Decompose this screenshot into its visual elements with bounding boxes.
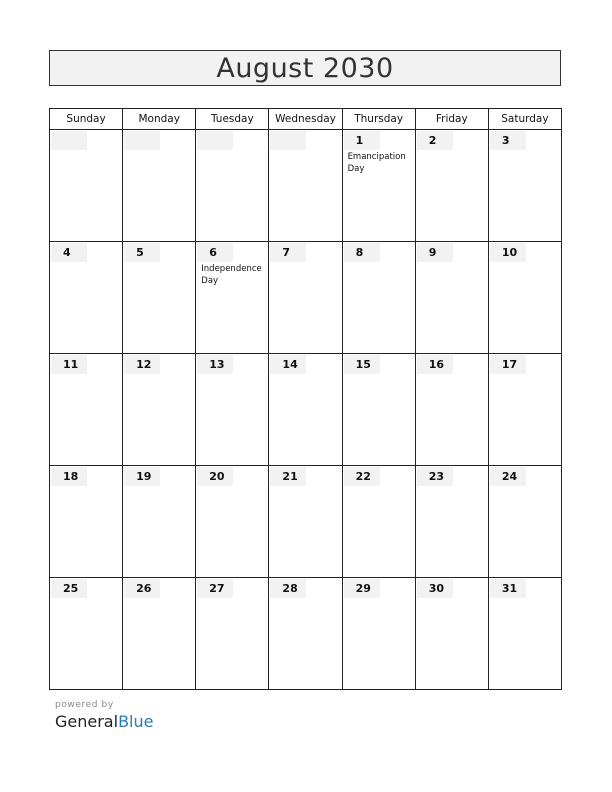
weekday-header: Sunday — [50, 109, 123, 130]
day-number: 19 — [124, 467, 160, 486]
calendar-week-row — [50, 578, 562, 690]
weekday-header: Saturday — [488, 109, 561, 130]
weekday-header: Thursday — [342, 109, 415, 130]
day-number — [270, 131, 306, 150]
day-number — [124, 131, 160, 150]
page-title: August 2030 — [216, 53, 394, 84]
day-number: 11 — [51, 355, 87, 374]
calendar-day-cell[interactable] — [415, 578, 488, 690]
day-number: 31 — [490, 579, 526, 598]
calendar-day-cell[interactable] — [269, 354, 342, 466]
calendar-day-cell[interactable] — [50, 466, 123, 578]
day-number: 22 — [344, 467, 380, 486]
calendar-day-cell[interactable] — [488, 354, 561, 466]
day-number: 5 — [124, 243, 160, 262]
day-number: 13 — [197, 355, 233, 374]
day-number: 9 — [417, 243, 453, 262]
calendar-day-cell[interactable] — [342, 578, 415, 690]
calendar-day-cell[interactable] — [196, 130, 269, 242]
calendar-week-row — [50, 354, 562, 466]
calendar-day-cell[interactable] — [415, 466, 488, 578]
calendar-day-cell[interactable] — [269, 466, 342, 578]
calendar-day-cell[interactable] — [50, 242, 123, 354]
day-number: 26 — [124, 579, 160, 598]
day-number: 21 — [270, 467, 306, 486]
calendar-day-cell[interactable] — [269, 242, 342, 354]
day-number: 29 — [344, 579, 380, 598]
calendar-title-box — [49, 50, 561, 86]
day-number: 10 — [490, 243, 526, 262]
weekday-header: Wednesday — [269, 109, 342, 130]
calendar-day-cell[interactable] — [342, 130, 415, 242]
day-number: 2 — [417, 131, 453, 150]
day-number: 17 — [490, 355, 526, 374]
calendar-day-cell[interactable] — [415, 242, 488, 354]
calendar-day-cell[interactable] — [123, 130, 196, 242]
day-number: 18 — [51, 467, 87, 486]
day-number: 15 — [344, 355, 380, 374]
calendar-day-cell[interactable] — [488, 578, 561, 690]
calendar-week-row — [50, 130, 562, 242]
brand-blue-text: Blue — [118, 712, 154, 731]
weekday-header: Monday — [123, 109, 196, 130]
calendar-day-cell[interactable] — [488, 130, 561, 242]
day-number: 16 — [417, 355, 453, 374]
calendar-day-cell[interactable] — [50, 578, 123, 690]
brand-logo[interactable] — [55, 712, 153, 732]
day-number: 20 — [197, 467, 233, 486]
calendar-day-cell[interactable] — [123, 466, 196, 578]
day-number: 4 — [51, 243, 87, 262]
calendar-week-row — [50, 466, 562, 578]
footer — [55, 700, 153, 732]
day-number: 7 — [270, 243, 306, 262]
calendar-day-cell[interactable] — [50, 354, 123, 466]
brand-general-text: General — [55, 712, 119, 731]
calendar-grid — [49, 108, 562, 690]
calendar-day-cell[interactable] — [196, 242, 269, 354]
calendar-day-cell[interactable] — [342, 242, 415, 354]
powered-by-text: powered by — [55, 700, 114, 710]
calendar-day-cell[interactable] — [488, 466, 561, 578]
calendar-day-cell[interactable] — [123, 242, 196, 354]
holiday-label: Emancipation Day — [347, 152, 406, 174]
day-number: 3 — [490, 131, 526, 150]
calendar-day-cell[interactable] — [342, 466, 415, 578]
calendar-day-cell[interactable] — [415, 354, 488, 466]
calendar-day-cell[interactable] — [269, 578, 342, 690]
weekday-header: Friday — [415, 109, 488, 130]
calendar-week-row — [50, 242, 562, 354]
calendar-day-cell[interactable] — [269, 130, 342, 242]
day-number: 1 — [344, 131, 380, 150]
day-number: 14 — [270, 355, 306, 374]
day-number: 12 — [124, 355, 160, 374]
calendar-day-cell[interactable] — [415, 130, 488, 242]
day-number — [197, 131, 233, 150]
day-number: 30 — [417, 579, 453, 598]
calendar-body — [50, 130, 562, 690]
day-number: 25 — [51, 579, 87, 598]
calendar-day-cell[interactable] — [488, 242, 561, 354]
day-number: 27 — [197, 579, 233, 598]
day-number: 24 — [490, 467, 526, 486]
weekday-header: Tuesday — [196, 109, 269, 130]
weekday-header-row — [50, 109, 562, 130]
day-number — [51, 131, 87, 150]
holiday-label: Independence Day — [201, 264, 262, 286]
calendar-day-cell[interactable] — [196, 354, 269, 466]
day-number: 23 — [417, 467, 453, 486]
day-number: 28 — [270, 579, 306, 598]
day-number: 8 — [344, 243, 380, 262]
day-number: 6 — [197, 243, 233, 262]
calendar-day-cell[interactable] — [196, 466, 269, 578]
calendar-day-cell[interactable] — [123, 578, 196, 690]
calendar-day-cell[interactable] — [50, 130, 123, 242]
calendar-day-cell[interactable] — [196, 578, 269, 690]
calendar-day-cell[interactable] — [342, 354, 415, 466]
calendar-day-cell[interactable] — [123, 354, 196, 466]
